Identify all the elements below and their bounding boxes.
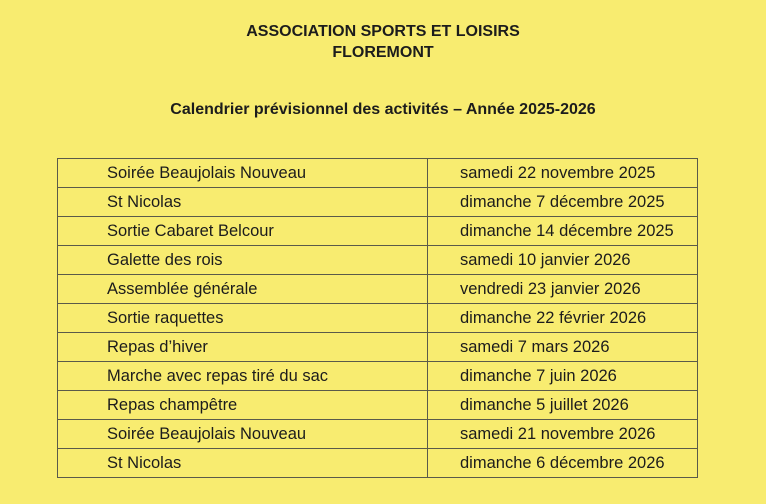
table-row bbox=[58, 420, 698, 449]
activity-cell: Soirée Beaujolais Nouveau bbox=[58, 420, 428, 449]
activity-cell: Marche avec repas tiré du sac bbox=[58, 362, 428, 391]
activity-cell: Repas champêtre bbox=[58, 391, 428, 420]
date-cell: samedi 10 janvier 2026 bbox=[428, 246, 698, 275]
table-row bbox=[58, 362, 698, 391]
table-row bbox=[58, 188, 698, 217]
activity-cell: Sortie Cabaret Belcour bbox=[58, 217, 428, 246]
table-row bbox=[58, 304, 698, 333]
activity-cell: Galette des rois bbox=[58, 246, 428, 275]
date-cell: dimanche 7 juin 2026 bbox=[428, 362, 698, 391]
activity-cell: St Nicolas bbox=[58, 188, 428, 217]
organization-city: FLOREMONT bbox=[332, 44, 434, 61]
document-title: Calendrier prévisionnel des activités – Année 2025-2026 bbox=[170, 101, 596, 118]
date-cell: vendredi 23 janvier 2026 bbox=[428, 275, 698, 304]
table-row bbox=[58, 391, 698, 420]
table-row bbox=[58, 246, 698, 275]
date-cell: dimanche 14 décembre 2025 bbox=[428, 217, 698, 246]
date-cell: dimanche 22 février 2026 bbox=[428, 304, 698, 333]
activity-cell: Soirée Beaujolais Nouveau bbox=[58, 159, 428, 188]
activity-cell: Sortie raquettes bbox=[58, 304, 428, 333]
table-row bbox=[58, 159, 698, 188]
table-row bbox=[58, 275, 698, 304]
date-cell: samedi 22 novembre 2025 bbox=[428, 159, 698, 188]
table-row bbox=[58, 217, 698, 246]
table-row bbox=[58, 333, 698, 362]
date-cell: dimanche 7 décembre 2025 bbox=[428, 188, 698, 217]
activity-cell: St Nicolas bbox=[58, 449, 428, 478]
date-cell: samedi 21 novembre 2026 bbox=[428, 420, 698, 449]
activity-cell: Assemblée générale bbox=[58, 275, 428, 304]
date-cell: dimanche 6 décembre 2026 bbox=[428, 449, 698, 478]
date-cell: dimanche 5 juillet 2026 bbox=[428, 391, 698, 420]
activity-cell: Repas d’hiver bbox=[58, 333, 428, 362]
date-cell: samedi 7 mars 2026 bbox=[428, 333, 698, 362]
activity-schedule-table bbox=[57, 158, 698, 478]
organization-name: ASSOCIATION SPORTS ET LOISIRS bbox=[246, 23, 520, 40]
table-row bbox=[58, 449, 698, 478]
